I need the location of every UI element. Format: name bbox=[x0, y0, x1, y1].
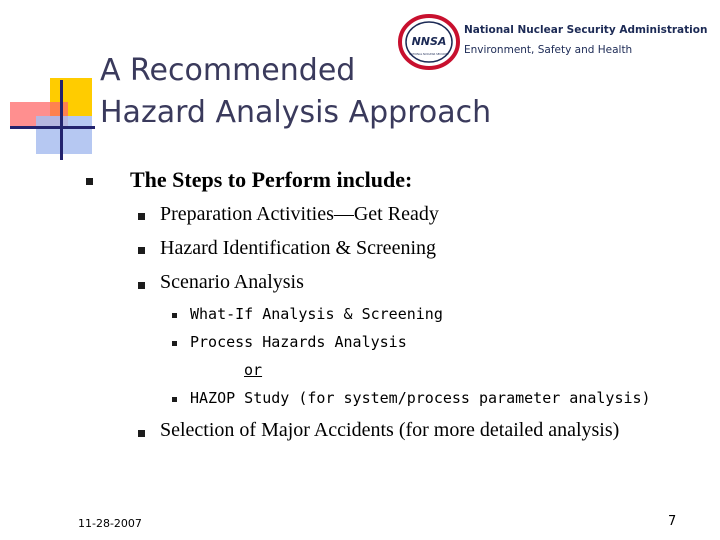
bullet-square-icon bbox=[138, 430, 145, 437]
title-line-1: A Recommended bbox=[100, 53, 356, 88]
page-number: 7 bbox=[668, 514, 677, 529]
bullet-square-icon bbox=[86, 178, 93, 185]
org-name: National Nuclear Security Administration bbox=[464, 24, 708, 36]
org-subtitle: Environment, Safety and Health bbox=[464, 44, 633, 56]
bullet-square-icon bbox=[172, 397, 177, 402]
step-preparation: Preparation Activities—Get Ready bbox=[160, 203, 439, 225]
bullet-square-icon bbox=[138, 247, 145, 254]
bullet-square-icon bbox=[172, 313, 177, 318]
step-scenario-analysis: Scenario Analysis bbox=[160, 271, 304, 293]
step-selection-major-accidents: Selection of Major Accidents (for more detailed analysis) bbox=[160, 419, 620, 441]
bullet-square-icon bbox=[138, 282, 145, 289]
logo-text: NNSA bbox=[411, 35, 447, 48]
footer-date: 11-28-2007 bbox=[78, 517, 142, 530]
sub-process-hazards-analysis: Process Hazards Analysis bbox=[190, 333, 407, 351]
title-line-2: Hazard Analysis Approach bbox=[100, 95, 492, 130]
decor-horizontal-line bbox=[10, 126, 95, 129]
decor-vertical-line bbox=[60, 80, 63, 160]
steps-heading: The Steps to Perform include: bbox=[130, 167, 413, 192]
decor-blue-block bbox=[36, 116, 92, 154]
bullet-square-icon bbox=[138, 213, 145, 220]
logo-small-text: NATIONAL NUCLEAR SECURITY bbox=[409, 53, 449, 56]
bullet-square-icon bbox=[172, 341, 177, 346]
step-hazard-identification: Hazard Identification & Screening bbox=[160, 237, 436, 259]
nnsa-logo-icon bbox=[398, 14, 460, 70]
or-connector: or bbox=[244, 361, 263, 379]
sub-what-if-analysis: What-If Analysis & Screening bbox=[190, 305, 443, 323]
sub-hazop-study: HAZOP Study (for system/process parameter analysis) bbox=[190, 389, 651, 407]
